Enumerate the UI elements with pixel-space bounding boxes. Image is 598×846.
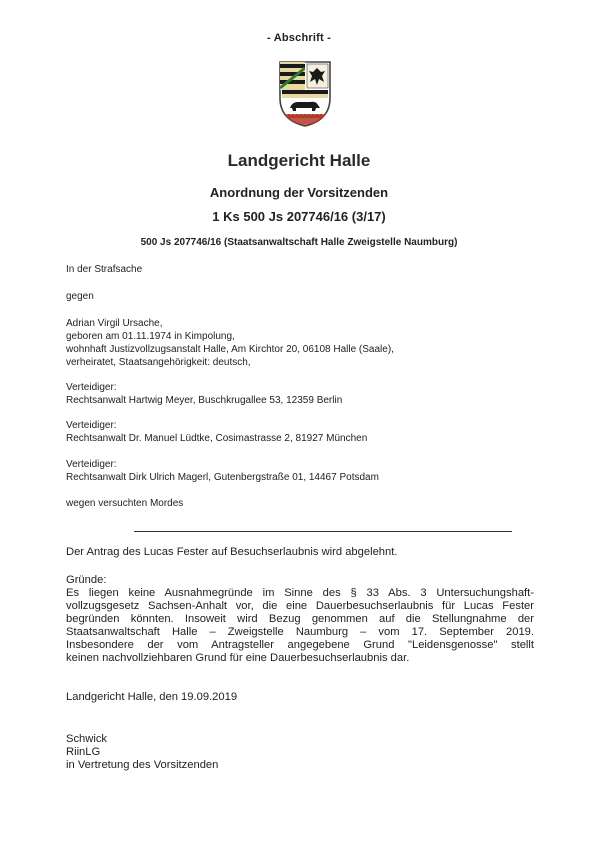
reasons-label: Gründe: [66, 574, 107, 586]
reasons-line: vollzugsgesetz Sachsen-Anhalt vor, die eine Dauerbesuchserlaubnis für Lucas Fester [66, 600, 534, 612]
defender-label: Verteidiger: [66, 459, 117, 470]
order-title: Anordnung der Vorsitzenden [209, 185, 389, 200]
reasons-line: keinen nachvollziehbaren Grund für eine Dauerbesuchserlaubnis dar. [66, 652, 410, 664]
reasons-line: begründen könnten. Insoweit wird Bezug genommen auf die Stellungnahme der [66, 613, 534, 625]
charge-text: wegen versuchten Mordes [66, 498, 184, 509]
defendant-line: Adrian Virgil Ursache, [66, 318, 163, 329]
defender-label: Verteidiger: [66, 382, 117, 393]
defender-name: Rechtsanwalt Dr. Manuel Lüdtke, Cosimastrasse 2, 81927 München [66, 433, 368, 444]
signer-role: in Vertretung des Vorsitzenden [66, 759, 219, 771]
prosecution-reference: 500 Js 207746/16 (Staatsanwaltschaft Halle Zweigstelle Naumburg) [140, 237, 458, 248]
reasons-line: Staatsanwaltschaft Halle – Zweigstelle Naumburg – vom 17. September 2019. [66, 626, 534, 638]
coat-of-arms-icon [276, 58, 334, 128]
divider-line [134, 531, 512, 532]
signer-title: RiinLG [66, 746, 101, 758]
defender-label: Verteidiger: [66, 420, 117, 431]
reasons-line: Es liegen keine Ausnahmegründe im Sinne des § 33 Abs. 3 Untersuchungshaft- [66, 587, 534, 599]
against-label: gegen [66, 291, 94, 302]
reasons-line: Insbesondere der vom Antragsteller angegebene Grund "Leidensgenosse" stellt [66, 639, 534, 651]
ruling-text: Der Antrag des Lucas Fester auf Besuchserlaubnis wird abgelehnt. [66, 546, 398, 558]
copy-marker: - Abschrift - [267, 32, 331, 44]
place-date: Landgericht Halle, den 19.09.2019 [66, 691, 238, 703]
defender-name: Rechtsanwalt Hartwig Meyer, Buschkrugallee 53, 12359 Berlin [66, 395, 343, 406]
defender-name: Rechtsanwalt Dirk Ulrich Magerl, Gutenbergstraße 01, 14467 Potsdam [66, 472, 379, 483]
signer-name: Schwick [66, 733, 108, 745]
defendant-line: verheiratet, Staatsangehörigkeit: deutsch, [66, 357, 251, 368]
court-title: Landgericht Halle [227, 151, 371, 170]
case-number: 1 Ks 500 Js 207746/16 (3/17) [212, 209, 386, 224]
defendant-line: geboren am 01.11.1974 in Kimpolung, [66, 331, 235, 342]
case-intro: In der Strafsache [66, 264, 143, 275]
defendant-line: wohnhaft Justizvollzugsanstalt Halle, Am Kirchtor 20, 06108 Halle (Saale), [66, 344, 394, 355]
